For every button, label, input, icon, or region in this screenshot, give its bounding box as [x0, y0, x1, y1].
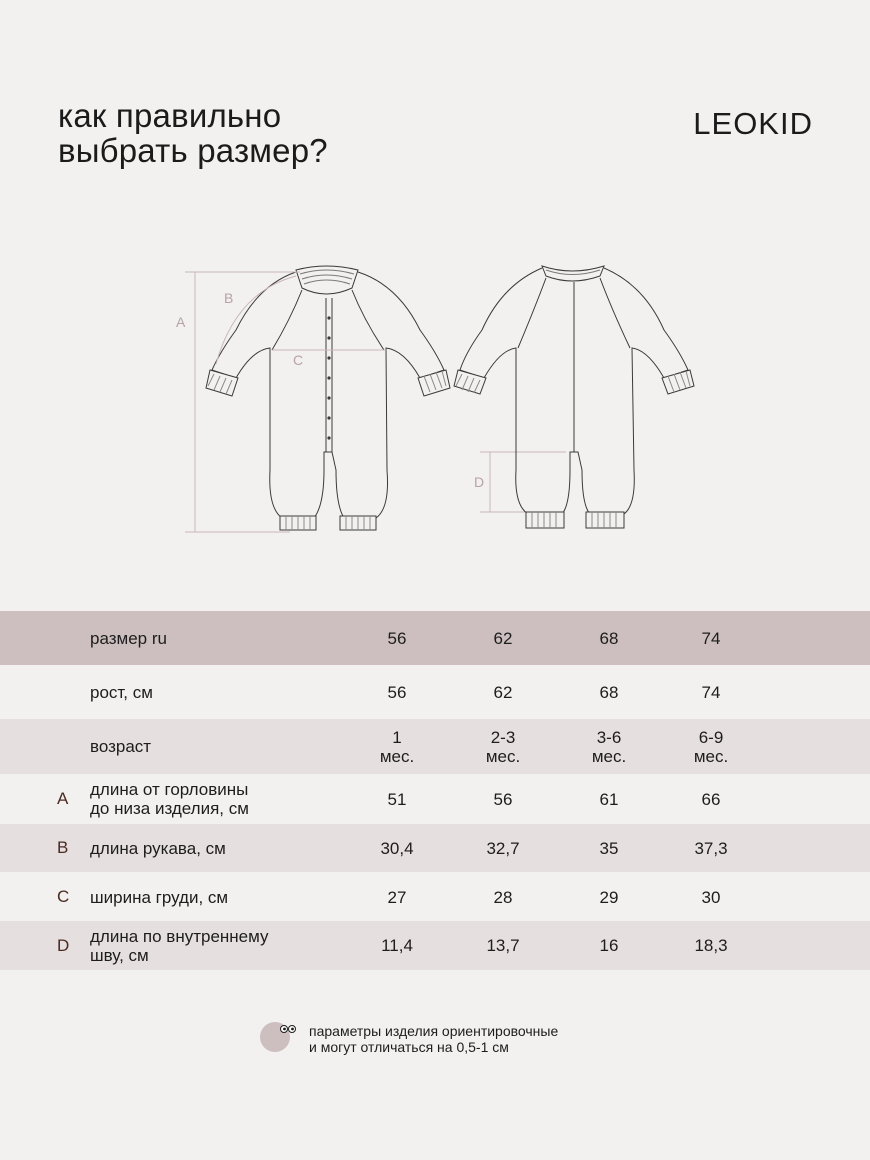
- measurement-lines: [185, 272, 566, 532]
- cell-value: [671, 683, 751, 702]
- row-label: [90, 780, 249, 818]
- cell-value: [463, 629, 543, 648]
- cell-value: [357, 936, 437, 955]
- row-label-line: длина по внутреннему: [90, 926, 269, 946]
- brand-logo: LEOKID: [693, 106, 813, 141]
- size-table: [0, 611, 870, 971]
- cell-value: [357, 839, 437, 858]
- cell-value-line: 32,7: [486, 838, 520, 858]
- cell-value-line: 66: [701, 789, 721, 809]
- cell-value-line: 68: [599, 682, 619, 702]
- table-row: [0, 719, 870, 774]
- cell-value: [569, 839, 649, 858]
- title-line-2: выбрать размер?: [58, 132, 328, 169]
- row-letter: B: [57, 838, 69, 857]
- row-label-line: размер ru: [90, 628, 167, 648]
- row-label-line: длина от горловины: [90, 780, 249, 799]
- cell-value: [357, 683, 437, 702]
- cell-value: [357, 888, 437, 907]
- cell-value-line: мес.: [693, 746, 729, 766]
- row-letter: C: [57, 887, 70, 906]
- cell-value: [569, 888, 649, 907]
- cell-value-line: 30: [701, 887, 721, 907]
- row-letter: A: [57, 789, 69, 808]
- label-d: D: [474, 474, 485, 490]
- cell-value-line: 11,4: [381, 936, 413, 955]
- cell-value: [357, 629, 437, 648]
- cell-value-line: мес.: [485, 746, 521, 766]
- cell-value: [671, 839, 751, 858]
- table-row: [0, 774, 870, 824]
- row-label: [90, 629, 167, 648]
- cell-value: [569, 936, 649, 955]
- cell-value-line: 74: [701, 628, 721, 648]
- cell-value: [671, 629, 751, 648]
- cell-value-line: 56: [493, 789, 513, 809]
- row-label-line: рост, см: [90, 682, 153, 702]
- cell-value: [357, 728, 437, 766]
- cell-value-line: 56: [387, 682, 407, 702]
- row-label-line: шву, см: [90, 945, 149, 965]
- cell-value: [463, 790, 543, 809]
- cell-value-line: 1: [392, 727, 402, 747]
- row-letter: D: [57, 935, 70, 955]
- table-row: [0, 665, 870, 719]
- cell-value-line: 51: [387, 789, 407, 809]
- cell-value-line: 13,7: [486, 936, 520, 955]
- label-c: C: [293, 352, 304, 368]
- cell-value-line: 56: [387, 628, 407, 648]
- cell-value: [569, 728, 649, 766]
- cell-value-line: 62: [493, 628, 513, 648]
- cell-value-line: 2-3: [490, 727, 516, 747]
- cell-value-line: мес.: [591, 746, 627, 766]
- cell-value: [463, 936, 543, 955]
- cell-value: [671, 888, 751, 907]
- cell-value: [463, 728, 543, 766]
- cell-value-line: 68: [599, 628, 619, 648]
- cell-value-line: 61: [599, 789, 619, 809]
- cell-value-line: 3-6: [596, 727, 622, 747]
- cell-value-line: 27: [387, 887, 407, 907]
- label-b: B: [224, 290, 234, 306]
- row-label: [90, 927, 269, 965]
- row-label: [90, 737, 151, 756]
- cell-value: [671, 936, 751, 955]
- footer-note: [259, 1019, 659, 1059]
- mascot-icon: [259, 1017, 299, 1057]
- cell-value: [569, 790, 649, 809]
- row-label-line: до низа изделия, см: [90, 799, 249, 818]
- cell-value: [569, 629, 649, 648]
- cell-value: [463, 839, 543, 858]
- cell-value-line: 29: [599, 887, 619, 907]
- disclaimer-line-1: параметры изделия ориентировочные: [309, 1023, 559, 1039]
- cell-value-line: 6-9: [698, 727, 724, 747]
- disclaimer-text: [309, 1023, 558, 1055]
- cell-value-line: 35: [599, 838, 619, 858]
- cell-value: [569, 683, 649, 702]
- table-row: [0, 873, 870, 921]
- cell-value-line: 30,4: [380, 838, 414, 858]
- row-label: [90, 839, 226, 858]
- cell-value-line: 18,3: [694, 936, 728, 955]
- row-label: [90, 683, 153, 702]
- label-a: A: [176, 314, 186, 330]
- cell-value-line: мес.: [379, 746, 415, 766]
- row-label: [90, 888, 228, 907]
- front-view: [206, 266, 450, 530]
- row-label-line: возраст: [90, 737, 152, 756]
- disclaimer-line-2: и могут отличаться на 0,5-1 см: [309, 1039, 509, 1055]
- cell-value: [463, 683, 543, 702]
- cell-value-line: 37,3: [694, 838, 728, 858]
- table-row: [0, 611, 870, 665]
- title-line-1: как правильно: [58, 97, 282, 134]
- cell-value-line: 62: [493, 682, 513, 702]
- row-label-line: длина рукава, см: [90, 838, 226, 858]
- table-row: [0, 824, 870, 873]
- cell-value: [463, 888, 543, 907]
- cell-value: [357, 790, 437, 809]
- cell-value: [671, 790, 751, 809]
- row-label-line: ширина груди, см: [90, 887, 229, 907]
- cell-value: [671, 728, 751, 766]
- cell-value-line: 16: [599, 936, 619, 955]
- cell-value-line: 74: [701, 682, 721, 702]
- table-row: [0, 921, 870, 971]
- cell-value-line: 28: [493, 887, 513, 907]
